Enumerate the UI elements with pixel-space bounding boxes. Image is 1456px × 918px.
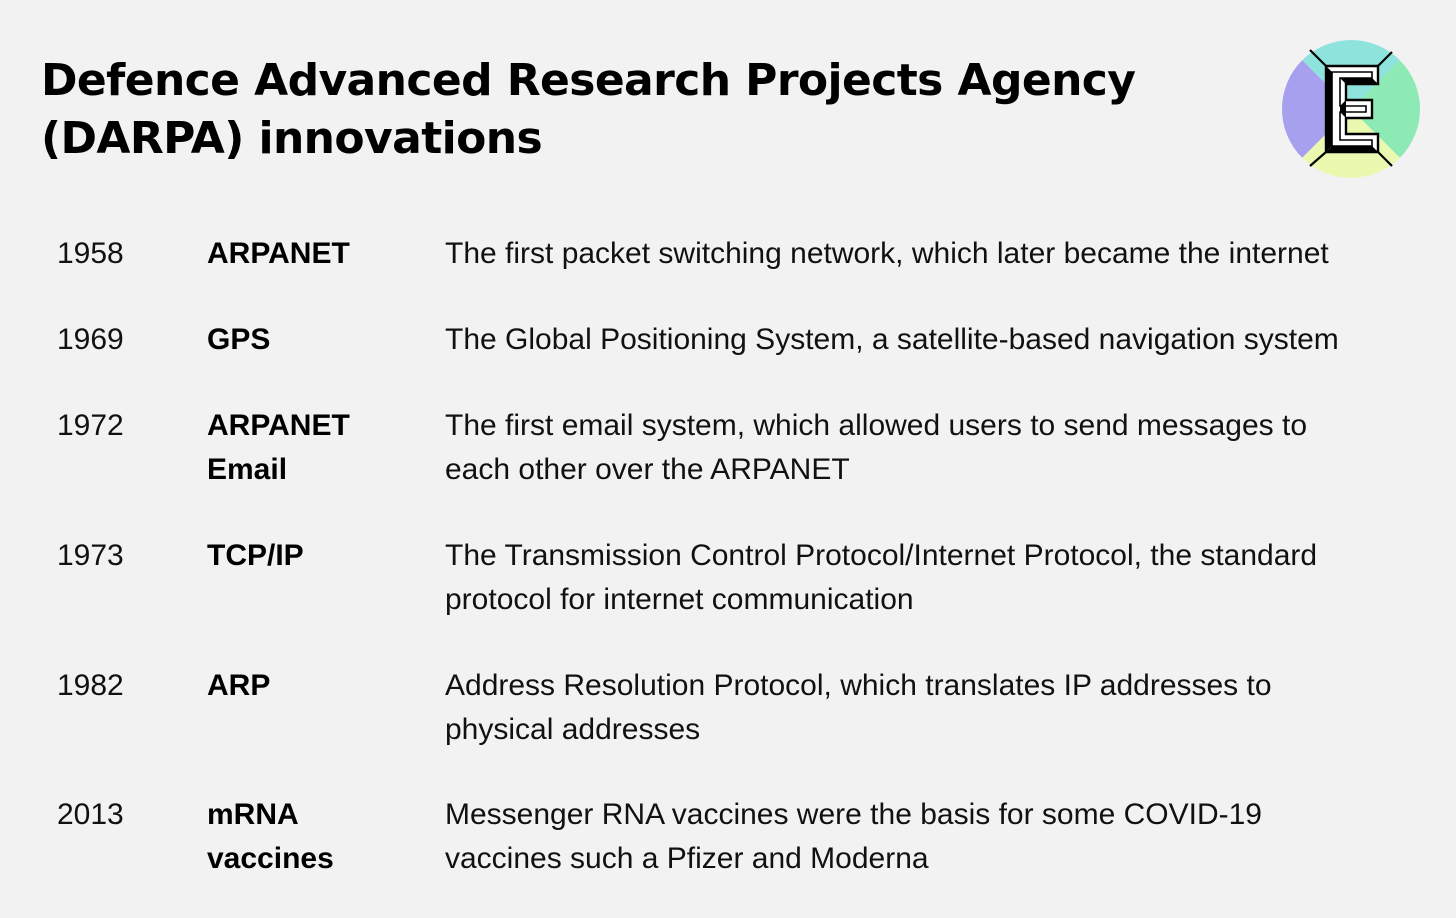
row-year: 2013 — [57, 798, 124, 831]
row-description: The first email system, which allowed users to send messages to each other over the ARPANET — [445, 409, 1308, 486]
row-description: Messenger RNA vaccines were the basis for some COVID-19 vaccines such a Pfizer and Moderna — [445, 798, 1262, 875]
row-name: GPS — [207, 323, 271, 356]
row-name: ARPANET — [207, 237, 350, 270]
row-year: 1972 — [57, 409, 124, 442]
row-description: The first packet switching network, which later became the internet — [445, 237, 1329, 270]
row-name: ARPANET Email — [207, 409, 350, 486]
row-description: The Transmission Control Protocol/Internet Protocol, the standard protocol for internet communication — [445, 539, 1318, 616]
row-description: Address Resolution Protocol, which translates IP addresses to physical addresses — [445, 669, 1272, 746]
row-year: 1982 — [57, 669, 124, 702]
row-name: TCP/IP — [207, 539, 304, 572]
row-name: ARP — [207, 669, 271, 702]
row-name: mRNA vaccines — [207, 798, 334, 875]
row-year: 1969 — [57, 323, 124, 356]
row-year: 1958 — [57, 237, 124, 270]
page-title: Defence Advanced Research Projects Agency (DARPA) innovations — [41, 55, 1136, 164]
row-year: 1973 — [57, 539, 124, 572]
row-description: The Global Positioning System, a satellite-based navigation system — [445, 323, 1339, 356]
